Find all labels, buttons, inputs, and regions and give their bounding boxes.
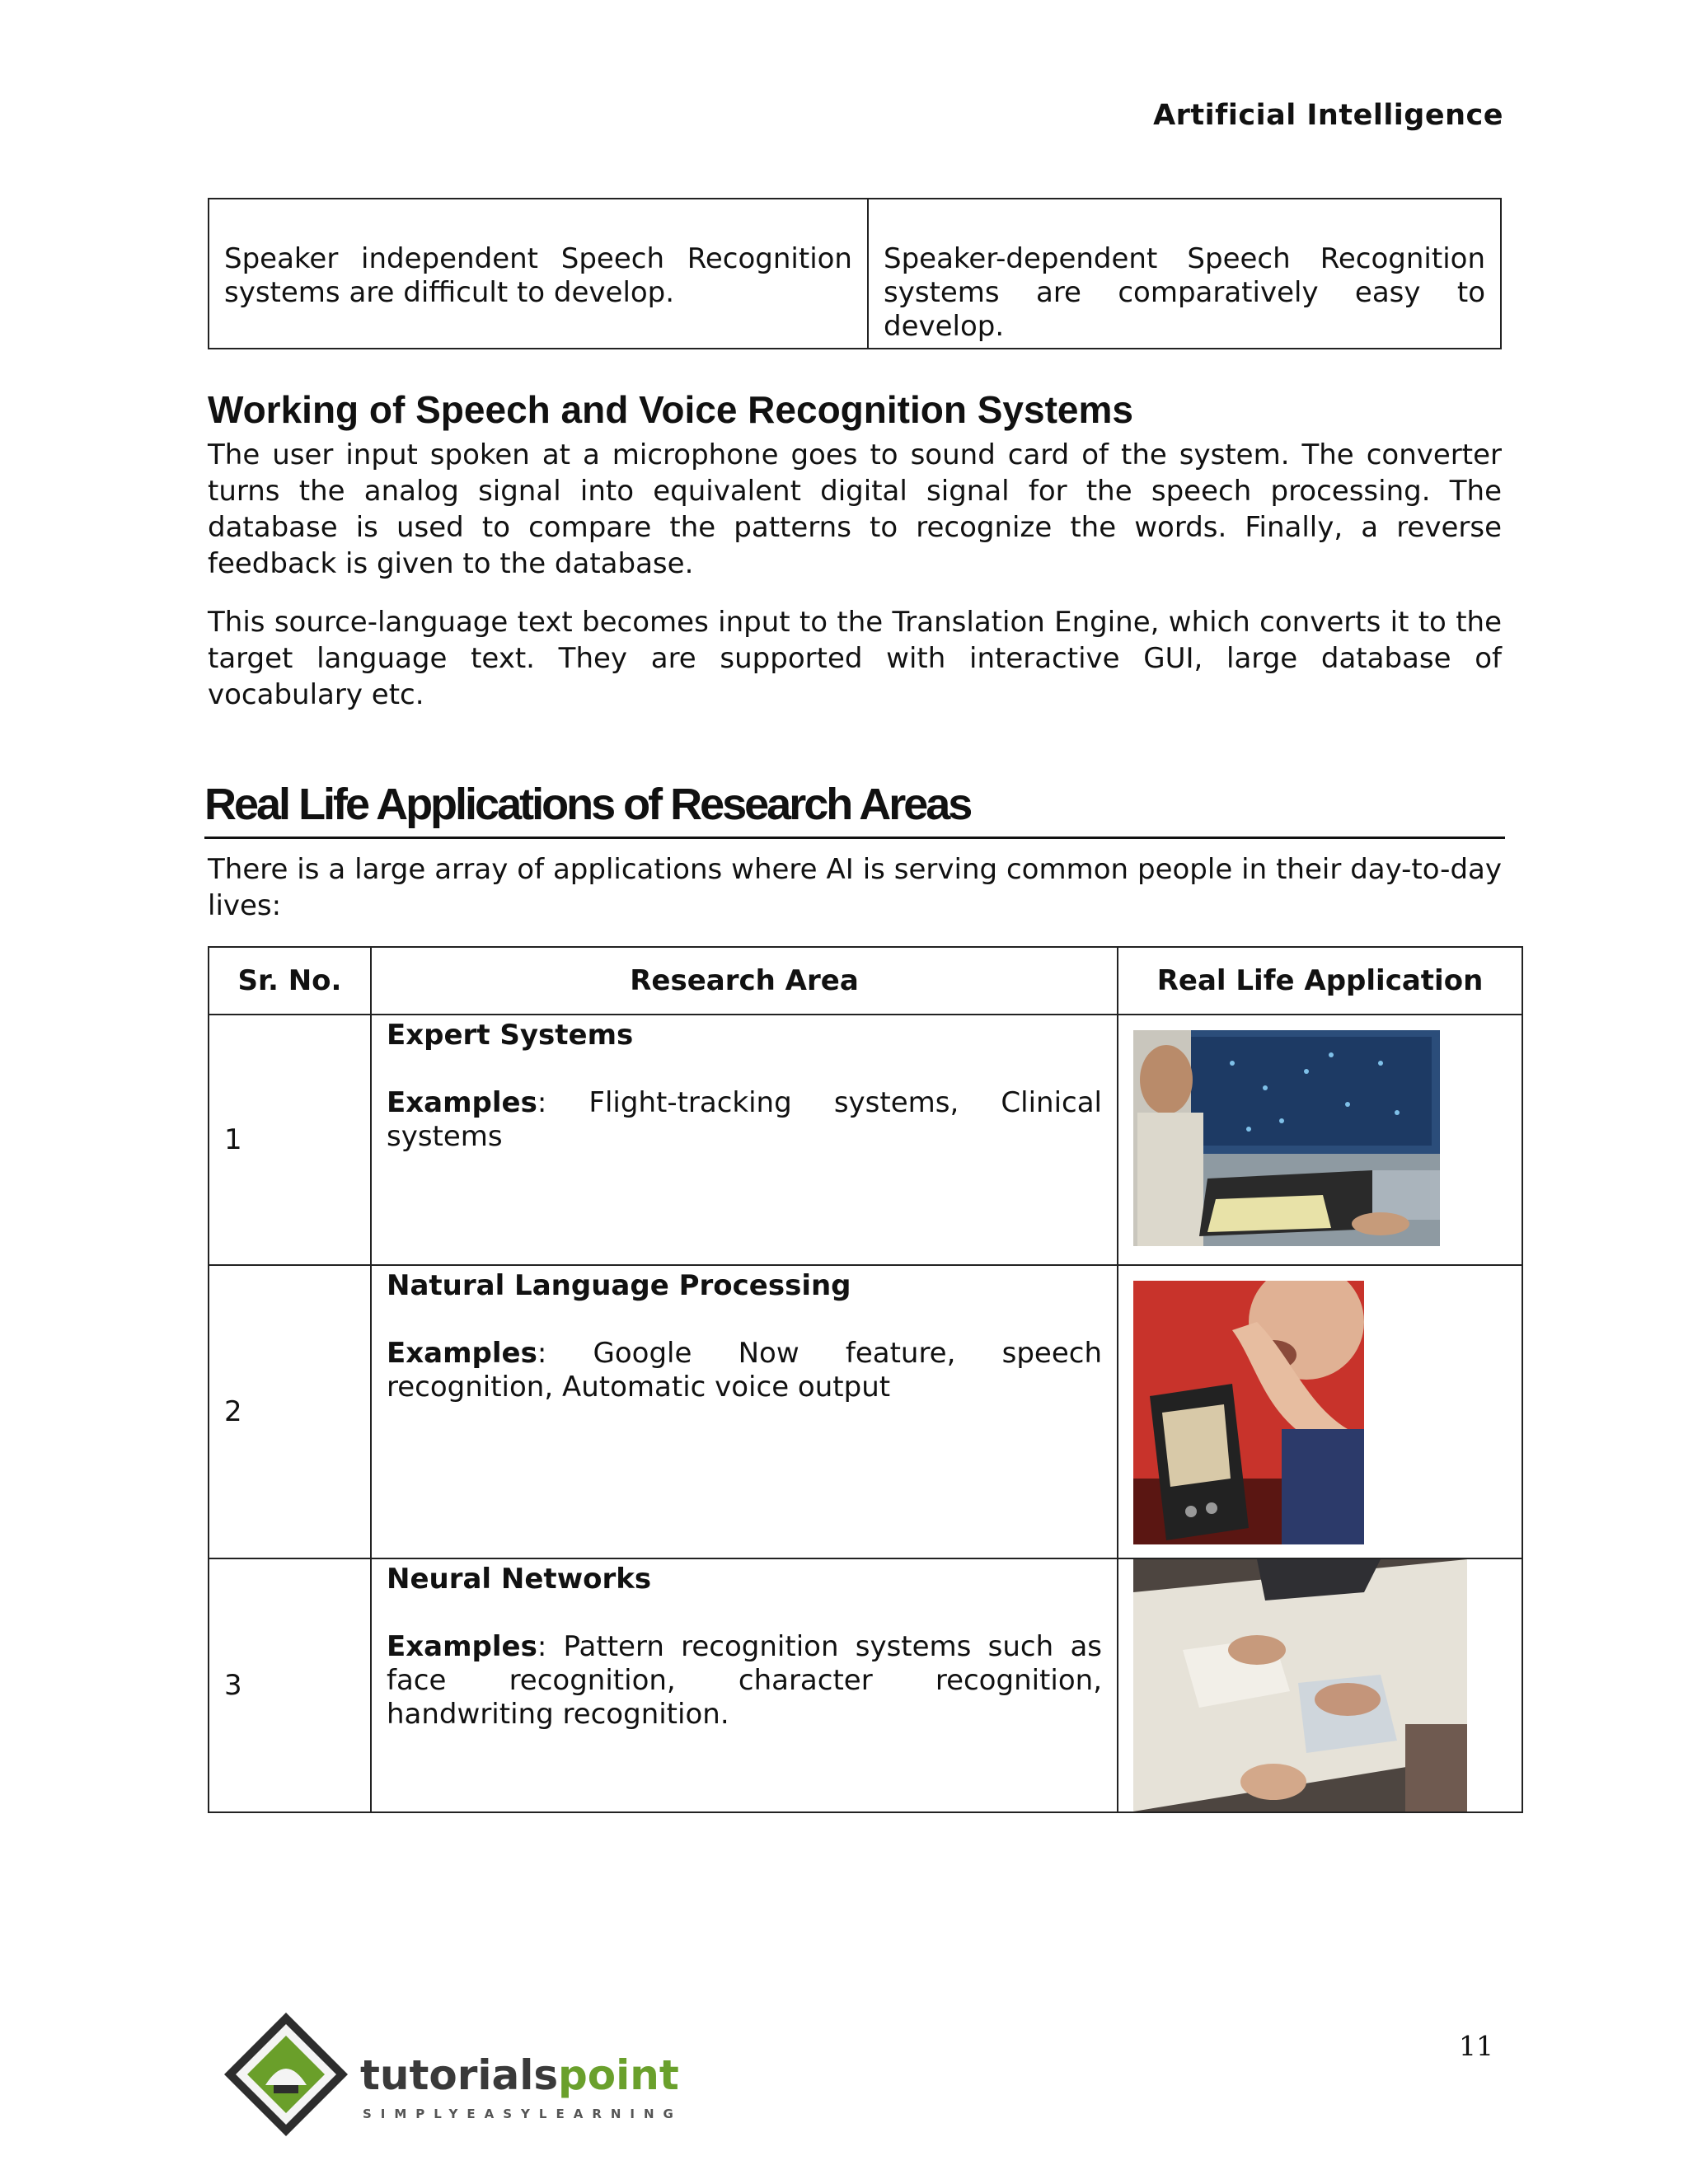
table-row — [209, 1015, 1522, 1265]
logo-wordmark: tutorials — [360, 2051, 559, 2099]
research-area-cell — [371, 1558, 1118, 1812]
examples-label: Examples — [387, 1630, 537, 1663]
research-area-title: Expert Systems — [387, 1019, 634, 1052]
section-heading: Real Life Applications of Research Areas — [204, 779, 1505, 839]
applications-table — [208, 946, 1523, 1813]
speech-recognition-photo — [1133, 1281, 1364, 1544]
examples-text — [387, 1337, 1102, 1404]
sr-number: 1 — [209, 1015, 371, 1265]
table-cell: Speaker independent Speech Recognition systems are difficult to develop. — [209, 199, 868, 349]
page-number: 11 — [1459, 2030, 1493, 2062]
examples-text — [387, 1086, 1102, 1154]
research-area-title: Natural Language Processing — [387, 1269, 851, 1302]
application-cell — [1118, 1015, 1522, 1265]
examples-value: : Google Now feature, speech recognition, Automatic voice output — [387, 1337, 1102, 1404]
examples-label: Examples — [387, 1337, 537, 1370]
sr-number: 3 — [209, 1558, 371, 1812]
table-row — [209, 1265, 1522, 1558]
research-area-title: Neural Networks — [387, 1563, 652, 1596]
table-header-row — [209, 947, 1522, 1015]
examples-value: : Flight-tracking systems, Clinical systems — [387, 1086, 1102, 1153]
column-header: Research Area — [371, 947, 1118, 1015]
logo-wordmark-accent: point — [558, 2051, 679, 2099]
research-area-cell — [371, 1265, 1118, 1558]
table-row — [209, 199, 1501, 349]
examples-text — [387, 1630, 1102, 1732]
paragraph: The user input spoken at a microphone goes to sound card of the system. The converter turns the analog signal into equivalent digital signal for the speech processing. The database is used to compare the patterns to recognize the words. Finally, a reverse feedback is given to the database. — [208, 438, 1502, 580]
expert-systems-photo — [1133, 1030, 1440, 1246]
examples-label: Examples — [387, 1086, 537, 1119]
running-header: Artificial Intelligence — [1153, 99, 1503, 132]
paragraph: There is a large array of applications where AI is serving common people in their day-to-day lives: — [208, 853, 1502, 922]
sr-number: 2 — [209, 1265, 371, 1558]
examples-value: : Pattern recognition systems such as face recognition, character recognition, handwriting recognition. — [387, 1630, 1102, 1731]
application-cell — [1118, 1265, 1522, 1558]
table-row — [209, 1558, 1522, 1812]
logo-tagline: SIMPLYEASYLEARNING — [363, 2107, 682, 2121]
comparison-table — [208, 198, 1502, 349]
research-area-cell — [371, 1015, 1118, 1265]
table-cell: Speaker-dependent Speech Recognition systems are comparatively easy to develop. — [868, 199, 1501, 349]
logo-diamond-icon — [224, 2013, 348, 2136]
column-header: Sr. No. — [209, 947, 371, 1015]
neural-networks-photo — [1133, 1559, 1467, 1811]
tutorialspoint-logo — [216, 2003, 743, 2143]
paragraph: This source-language text becomes input to the Translation Engine, which converts it to the target language text. They are supported with interactive GUI, large database of vocabulary etc. — [208, 606, 1502, 711]
application-cell — [1118, 1558, 1522, 1812]
section-heading: Working of Speech and Voice Recognition Systems — [208, 388, 1133, 431]
column-header: Real Life Application — [1118, 947, 1522, 1015]
